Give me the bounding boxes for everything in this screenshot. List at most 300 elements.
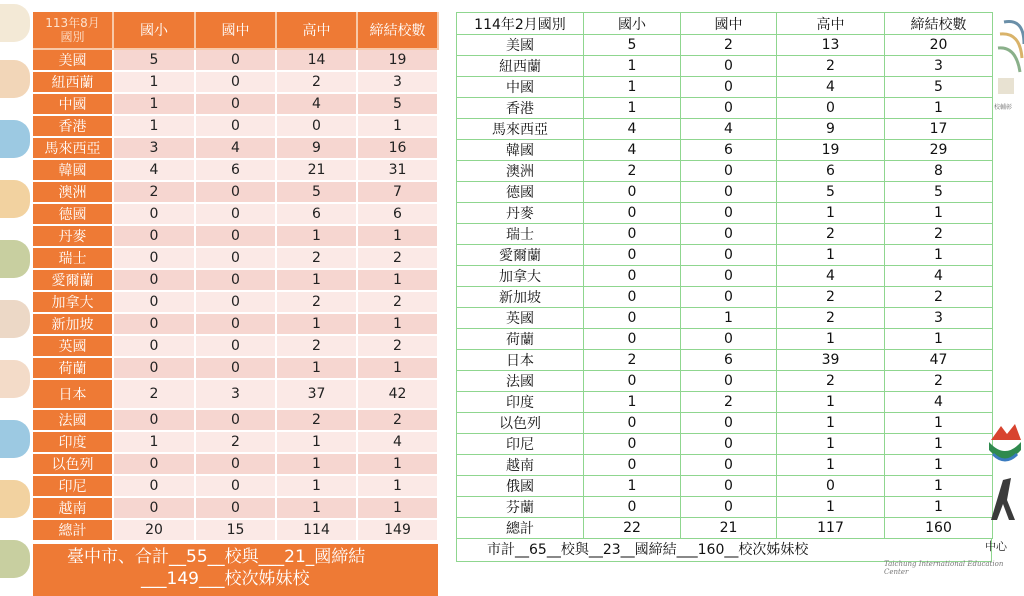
left-value-cell: 0: [195, 453, 276, 475]
right-table-row: [457, 455, 993, 476]
right-value-cell: 1: [885, 455, 993, 476]
right-table-row: [457, 476, 993, 497]
right-table-row: [457, 413, 993, 434]
left-value-cell: 42: [357, 379, 438, 409]
right-country-cell: 越南: [457, 455, 584, 476]
left-value-cell: 149: [357, 519, 438, 541]
left-table-row: [33, 519, 438, 541]
right-value-cell: 1: [885, 413, 993, 434]
right-value-cell: 0: [681, 161, 777, 182]
right-value-cell: 2: [885, 371, 993, 392]
right-value-cell: 1: [885, 98, 993, 119]
right-value-cell: 1: [885, 329, 993, 350]
left-table-row: [33, 453, 438, 475]
left-country-cell: 荷蘭: [33, 357, 113, 379]
side-tab: [0, 60, 30, 98]
left-value-cell: 0: [113, 497, 195, 519]
right-value-cell: 21: [681, 518, 777, 539]
right-value-cell: 4: [584, 140, 681, 161]
right-country-cell: 芬蘭: [457, 497, 584, 518]
left-value-cell: 0: [195, 497, 276, 519]
left-value-cell: 0: [113, 475, 195, 497]
left-table-row: [33, 409, 438, 431]
left-value-cell: 0: [195, 247, 276, 269]
right-value-cell: 0: [681, 77, 777, 98]
right-value-cell: 1: [777, 455, 885, 476]
left-value-cell: 1: [276, 357, 357, 379]
left-value-cell: 2: [357, 335, 438, 357]
right-value-cell: 1: [885, 434, 993, 455]
left-country-cell: 新加坡: [33, 313, 113, 335]
right-value-cell: 2: [681, 392, 777, 413]
right-value-cell: 1: [777, 392, 885, 413]
right-value-cell: 0: [681, 203, 777, 224]
right-table-row: [457, 392, 993, 413]
left-value-cell: 1: [276, 313, 357, 335]
right-value-cell: 0: [777, 476, 885, 497]
left-value-cell: 1: [357, 269, 438, 291]
left-country-cell: 越南: [33, 497, 113, 519]
right-country-cell: 紐西蘭: [457, 56, 584, 77]
left-value-cell: 0: [195, 335, 276, 357]
right-value-cell: 0: [584, 455, 681, 476]
right-country-cell: 丹麥: [457, 203, 584, 224]
left-header-row: [33, 12, 438, 49]
left-value-cell: 0: [113, 203, 195, 225]
left-country-cell: 美國: [33, 49, 113, 71]
right-value-cell: 117: [777, 518, 885, 539]
side-tab: [0, 420, 30, 458]
right-value-cell: 4: [584, 119, 681, 140]
right-header-total-schools: 締結校數: [885, 13, 993, 35]
right-value-cell: 0: [777, 98, 885, 119]
right-value-cell: 0: [681, 434, 777, 455]
left-country-cell: 紐西蘭: [33, 71, 113, 93]
right-value-cell: 6: [681, 140, 777, 161]
right-value-cell: 0: [584, 329, 681, 350]
right-country-cell: 澳洲: [457, 161, 584, 182]
left-country-cell: 德國: [33, 203, 113, 225]
right-country-cell: 印尼: [457, 434, 584, 455]
left-value-cell: 2: [357, 247, 438, 269]
left-value-cell: 6: [357, 203, 438, 225]
right-value-cell: 0: [584, 203, 681, 224]
left-value-cell: 0: [195, 93, 276, 115]
left-value-cell: 37: [276, 379, 357, 409]
right-value-cell: 9: [777, 119, 885, 140]
left-value-cell: 2: [357, 409, 438, 431]
left-value-cell: 0: [113, 291, 195, 313]
right-value-cell: 17: [885, 119, 993, 140]
left-header-junior-high: 國中: [195, 12, 276, 49]
right-table-row: [457, 161, 993, 182]
right-value-cell: 4: [777, 77, 885, 98]
left-value-cell: 1: [357, 497, 438, 519]
left-value-cell: 0: [113, 357, 195, 379]
right-value-cell: 0: [584, 308, 681, 329]
right-table-panel: [456, 12, 992, 562]
right-value-cell: 1: [777, 413, 885, 434]
left-value-cell: 31: [357, 159, 438, 181]
right-value-cell: 0: [584, 371, 681, 392]
left-value-cell: 0: [113, 313, 195, 335]
right-value-cell: 3: [885, 308, 993, 329]
right-value-cell: 2: [584, 350, 681, 371]
right-country-cell: 中國: [457, 77, 584, 98]
left-table-row: [33, 203, 438, 225]
left-summary-line2: ___149___校次姊妹校: [141, 569, 310, 589]
side-tab: [0, 180, 30, 218]
left-value-cell: 0: [195, 71, 276, 93]
right-value-cell: 1: [777, 434, 885, 455]
left-value-cell: 0: [195, 203, 276, 225]
right-table-row: [457, 350, 993, 371]
right-table-row: [457, 308, 993, 329]
right-table-row: [457, 266, 993, 287]
left-table-row: [33, 159, 438, 181]
right-value-cell: 1: [885, 476, 993, 497]
right-country-cell: 香港: [457, 98, 584, 119]
left-table-row: [33, 71, 438, 93]
left-table-row: [33, 335, 438, 357]
left-header-total-schools: 締結校數: [357, 12, 438, 49]
right-table-row: [457, 35, 993, 56]
right-value-cell: 6: [777, 161, 885, 182]
right-table-row: [457, 497, 993, 518]
left-country-cell: 澳洲: [33, 181, 113, 203]
right-table-row: [457, 77, 993, 98]
right-value-cell: 0: [681, 98, 777, 119]
left-value-cell: 7: [357, 181, 438, 203]
right-value-cell: 1: [885, 245, 993, 266]
right-value-cell: 0: [584, 497, 681, 518]
right-value-cell: 5: [885, 182, 993, 203]
left-value-cell: 4: [357, 431, 438, 453]
left-value-cell: 114: [276, 519, 357, 541]
left-table-row: [33, 269, 438, 291]
left-country-cell: 愛爾蘭: [33, 269, 113, 291]
left-country-cell: 丹麥: [33, 225, 113, 247]
right-value-cell: 0: [584, 245, 681, 266]
right-table-row: [457, 287, 993, 308]
right-value-cell: 4: [681, 119, 777, 140]
left-table-row: [33, 181, 438, 203]
left-table-row: [33, 291, 438, 313]
left-value-cell: 0: [195, 291, 276, 313]
left-header-senior-high: 高中: [276, 12, 357, 49]
right-value-cell: 0: [681, 182, 777, 203]
right-country-cell: 愛爾蘭: [457, 245, 584, 266]
left-value-cell: 6: [276, 203, 357, 225]
right-value-cell: 0: [584, 413, 681, 434]
right-value-cell: 6: [681, 350, 777, 371]
right-value-cell: 22: [584, 518, 681, 539]
left-sister-school-table: [33, 12, 439, 542]
left-table-row: [33, 357, 438, 379]
left-value-cell: 1: [357, 313, 438, 335]
right-country-cell: 韓國: [457, 140, 584, 161]
right-value-cell: 1: [885, 497, 993, 518]
right-summary-note: 市計__65__校與__23__國締結___160__校次姊妹校: [456, 539, 992, 562]
left-value-cell: 0: [195, 115, 276, 137]
right-value-cell: 2: [681, 35, 777, 56]
left-table-row: [33, 137, 438, 159]
right-header-country: 114年2月國別: [457, 13, 584, 35]
right-value-cell: 1: [584, 77, 681, 98]
left-table-row: [33, 247, 438, 269]
left-value-cell: 3: [195, 379, 276, 409]
left-value-cell: 1: [276, 475, 357, 497]
right-country-cell: 英國: [457, 308, 584, 329]
right-value-cell: 5: [885, 77, 993, 98]
left-value-cell: 4: [113, 159, 195, 181]
right-value-cell: 2: [777, 224, 885, 245]
left-value-cell: 2: [276, 409, 357, 431]
right-table-row: [457, 98, 993, 119]
left-value-cell: 5: [357, 93, 438, 115]
left-country-cell: 韓國: [33, 159, 113, 181]
left-country-cell: 日本: [33, 379, 113, 409]
left-value-cell: 2: [357, 291, 438, 313]
left-value-cell: 19: [357, 49, 438, 71]
left-country-cell: 英國: [33, 335, 113, 357]
right-value-cell: 0: [584, 182, 681, 203]
left-country-cell: 總計: [33, 519, 113, 541]
left-value-cell: 0: [113, 269, 195, 291]
left-table-row: [33, 49, 438, 71]
right-value-cell: 0: [681, 224, 777, 245]
left-value-cell: 1: [276, 269, 357, 291]
right-value-cell: 0: [584, 266, 681, 287]
left-value-cell: 0: [195, 269, 276, 291]
left-country-cell: 瑞士: [33, 247, 113, 269]
left-table-row: [33, 497, 438, 519]
right-country-cell: 加拿大: [457, 266, 584, 287]
right-table-row: [457, 371, 993, 392]
right-value-cell: 2: [777, 371, 885, 392]
right-value-cell: 5: [584, 35, 681, 56]
left-table-row: [33, 115, 438, 137]
right-table-row: [457, 518, 993, 539]
right-value-cell: 2: [777, 308, 885, 329]
right-value-cell: 5: [777, 182, 885, 203]
right-value-cell: 0: [681, 245, 777, 266]
right-value-cell: 2: [777, 287, 885, 308]
right-table-row: [457, 224, 993, 245]
left-value-cell: 1: [357, 357, 438, 379]
left-value-cell: 0: [195, 357, 276, 379]
side-tab: [0, 480, 30, 518]
right-value-cell: 0: [681, 56, 777, 77]
left-value-cell: 6: [195, 159, 276, 181]
right-value-cell: 1: [777, 329, 885, 350]
left-value-cell: 21: [276, 159, 357, 181]
right-value-cell: 1: [584, 98, 681, 119]
right-value-cell: 1: [777, 203, 885, 224]
right-value-cell: 0: [584, 224, 681, 245]
left-value-cell: 2: [276, 247, 357, 269]
side-tabs: [0, 0, 32, 595]
right-table-row: [457, 182, 993, 203]
left-value-cell: 1: [276, 497, 357, 519]
right-value-cell: 1: [584, 56, 681, 77]
side-tab: [0, 4, 30, 42]
left-value-cell: 0: [195, 313, 276, 335]
left-table-panel: [33, 12, 438, 596]
right-value-cell: 0: [681, 476, 777, 497]
right-sister-school-table: [456, 12, 993, 539]
left-value-cell: 2: [276, 71, 357, 93]
center-caption: Taichung International Education Center: [884, 560, 1004, 576]
right-value-cell: 20: [885, 35, 993, 56]
right-country-cell: 新加坡: [457, 287, 584, 308]
right-value-cell: 1: [584, 392, 681, 413]
left-value-cell: 2: [113, 379, 195, 409]
left-value-cell: 0: [276, 115, 357, 137]
left-value-cell: 1: [113, 93, 195, 115]
left-country-cell: 印度: [33, 431, 113, 453]
right-value-cell: 0: [681, 329, 777, 350]
left-value-cell: 20: [113, 519, 195, 541]
right-value-cell: 1: [885, 203, 993, 224]
left-value-cell: 1: [357, 115, 438, 137]
right-country-cell: 日本: [457, 350, 584, 371]
right-header-row: [457, 13, 993, 35]
left-country-cell: 中國: [33, 93, 113, 115]
left-value-cell: 0: [113, 453, 195, 475]
left-value-cell: 0: [195, 49, 276, 71]
left-value-cell: 2: [276, 335, 357, 357]
right-country-cell: 德國: [457, 182, 584, 203]
right-header-elementary: 國小: [584, 13, 681, 35]
left-table-row: [33, 313, 438, 335]
right-value-cell: 0: [681, 455, 777, 476]
left-value-cell: 0: [195, 409, 276, 431]
left-table-row: [33, 431, 438, 453]
right-value-cell: 29: [885, 140, 993, 161]
left-value-cell: 1: [113, 115, 195, 137]
left-country-cell: 法國: [33, 409, 113, 431]
center-text: 中心: [985, 540, 1007, 553]
right-value-cell: 4: [885, 392, 993, 413]
left-value-cell: 5: [276, 181, 357, 203]
right-value-cell: 1: [777, 245, 885, 266]
left-country-cell: 馬來西亞: [33, 137, 113, 159]
right-country-cell: 俄國: [457, 476, 584, 497]
left-value-cell: 0: [195, 225, 276, 247]
left-header-country: 113年8月 國別: [33, 12, 113, 49]
left-value-cell: 9: [276, 137, 357, 159]
left-value-cell: 0: [195, 181, 276, 203]
side-tab: [0, 360, 30, 398]
right-value-cell: 0: [584, 434, 681, 455]
left-value-cell: 3: [113, 137, 195, 159]
right-country-cell: 印度: [457, 392, 584, 413]
right-value-cell: 13: [777, 35, 885, 56]
right-header-junior-high: 國中: [681, 13, 777, 35]
left-table-row: [33, 225, 438, 247]
right-table-row: [457, 434, 993, 455]
left-value-cell: 4: [195, 137, 276, 159]
left-value-cell: 1: [276, 453, 357, 475]
left-value-cell: 5: [113, 49, 195, 71]
left-value-cell: 16: [357, 137, 438, 159]
right-value-cell: 0: [681, 371, 777, 392]
left-summary-note: [33, 542, 438, 596]
left-value-cell: 1: [357, 475, 438, 497]
right-value-cell: 19: [777, 140, 885, 161]
right-country-cell: 瑞士: [457, 224, 584, 245]
right-country-cell: 法國: [457, 371, 584, 392]
left-country-cell: 香港: [33, 115, 113, 137]
left-value-cell: 15: [195, 519, 276, 541]
side-tab: [0, 540, 30, 578]
right-header-senior-high: 高中: [777, 13, 885, 35]
left-country-cell: 加拿大: [33, 291, 113, 313]
side-tab: [0, 300, 30, 338]
right-value-cell: 2: [777, 56, 885, 77]
left-value-cell: 0: [113, 225, 195, 247]
side-tab: [0, 240, 30, 278]
right-country-cell: 荷蘭: [457, 329, 584, 350]
right-table-row: [457, 245, 993, 266]
left-value-cell: 2: [276, 291, 357, 313]
left-value-cell: 0: [113, 409, 195, 431]
right-country-cell: 馬來西亞: [457, 119, 584, 140]
left-value-cell: 1: [113, 431, 195, 453]
left-country-cell: 印尼: [33, 475, 113, 497]
right-value-cell: 1: [584, 476, 681, 497]
right-value-cell: 39: [777, 350, 885, 371]
right-table-row: [457, 329, 993, 350]
left-value-cell: 1: [113, 71, 195, 93]
left-value-cell: 1: [276, 225, 357, 247]
left-country-cell: 以色列: [33, 453, 113, 475]
right-country-cell: 以色列: [457, 413, 584, 434]
right-value-cell: 2: [885, 287, 993, 308]
left-value-cell: 1: [357, 453, 438, 475]
left-value-cell: 2: [195, 431, 276, 453]
left-value-cell: 0: [195, 475, 276, 497]
left-header-elementary: 國小: [113, 12, 195, 49]
left-value-cell: 1: [357, 225, 438, 247]
right-value-cell: 0: [584, 287, 681, 308]
left-table-row: [33, 475, 438, 497]
right-value-cell: 4: [885, 266, 993, 287]
left-table-row: [33, 379, 438, 409]
left-summary-line1: 臺中市、合計__55__校與___21_國締結: [67, 547, 366, 567]
right-value-cell: 0: [681, 413, 777, 434]
right-table-row: [457, 203, 993, 224]
logo-fragment: [994, 14, 1024, 124]
right-value-cell: 2: [885, 224, 993, 245]
center-emblem: [985, 420, 1024, 580]
left-value-cell: 1: [276, 431, 357, 453]
left-value-cell: 2: [113, 181, 195, 203]
side-tab: [0, 120, 30, 158]
right-value-cell: 0: [681, 497, 777, 518]
left-value-cell: 4: [276, 93, 357, 115]
right-value-cell: 47: [885, 350, 993, 371]
left-value-cell: 3: [357, 71, 438, 93]
right-value-cell: 8: [885, 161, 993, 182]
right-table-row: [457, 140, 993, 161]
right-country-cell: 總計: [457, 518, 584, 539]
right-value-cell: 4: [777, 266, 885, 287]
right-value-cell: 2: [584, 161, 681, 182]
right-value-cell: 0: [681, 287, 777, 308]
right-value-cell: 160: [885, 518, 993, 539]
